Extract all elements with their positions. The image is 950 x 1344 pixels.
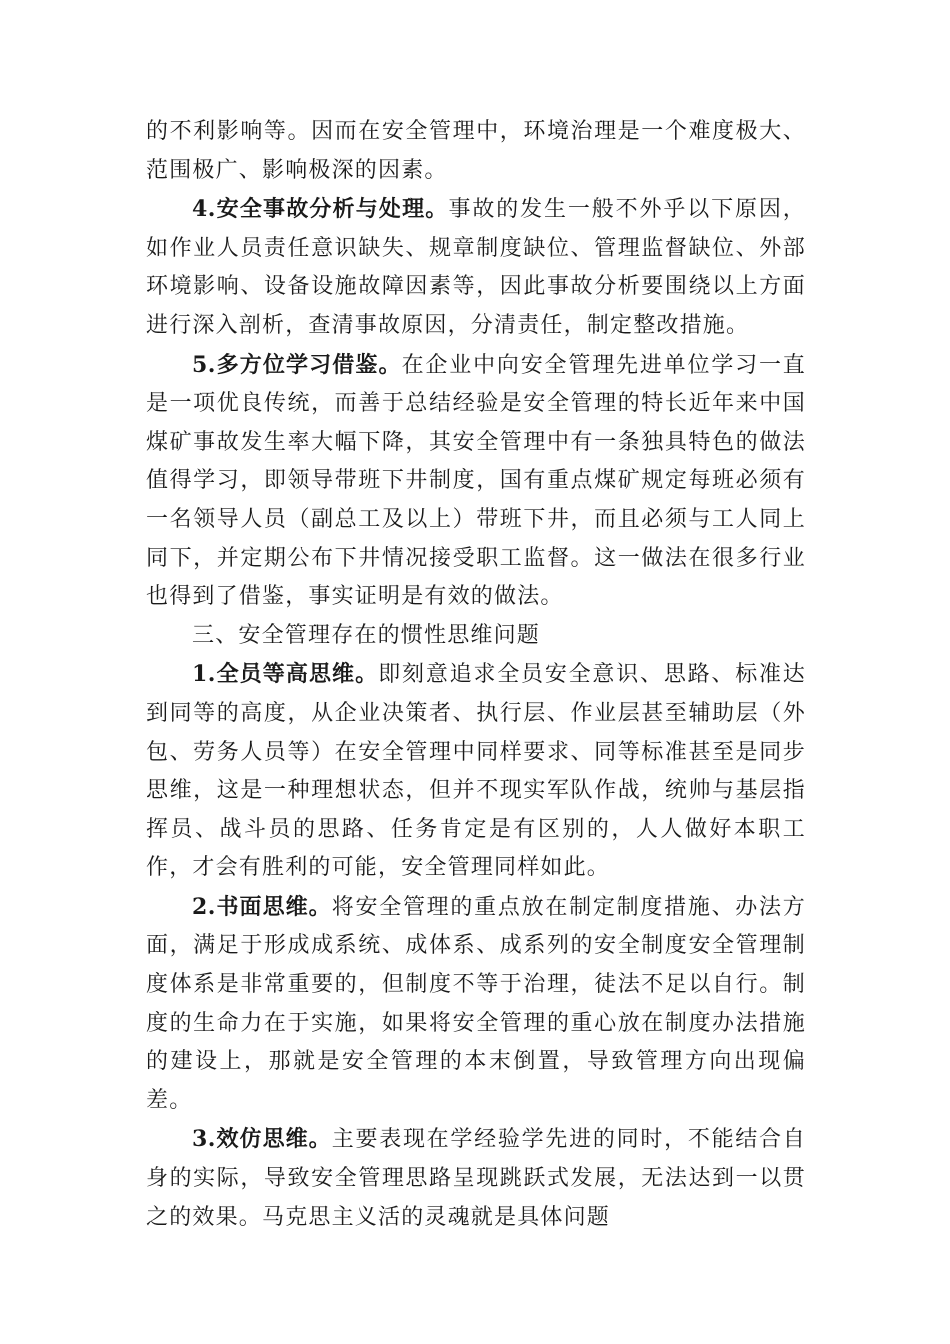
paragraph-text: 事故的发生一般不外乎以下原因，如作业人员责任意识缺失、规章制度缺位、管理监督缺位、外部环境影响、设备设施故障因素等，因此事故分析要围绕以上方面进行深入剖析，查清事故原因，分清责任，制定整改措施。	[146, 197, 806, 338]
section-heading-text: 三、安全管理存在的惯性思维问题	[192, 622, 541, 648]
paragraph-heading: 5.多方位学习借鉴。	[192, 351, 402, 378]
paragraph-text: 在企业中向安全管理先进单位学习一直是一项优良传统，而善于总结经验是安全管理的特长近年来中国煤矿事故发生率大幅下降，其安全管理中有一条独具特色的做法值得学习，即领导带班下井制度，国有重点煤矿规定每班必须有一名领导人员（副总工及以上）带班下井，而且必须与工人同上同下，并定期公布下井情况接受职工监督。这一做法在很多行业也得到了借鉴，事实证明是有效的做法。	[146, 352, 806, 610]
paragraph-text: 即刻意追求全员安全意识、思路、标准达到同等的高度，从企业决策者、执行层、作业层甚至辅助层（外包、劳务人员等）在安全管理中同样要求、同等标准甚至是同步思维，这是一种理想状态，但并不现实军队作战，统帅与基层指挥员、战斗员的思路、任务肯定是有区别的，人人做好本职工作，才会有胜利的可能，安全管理同样如此。	[146, 662, 806, 881]
paragraph-heading: 2.书面思维。	[192, 893, 332, 920]
paragraph-heading: 1.全员等高思维。	[192, 661, 379, 688]
paragraph-text: 将安全管理的重点放在制定制度措施、办法方面，满足于形成成系统、成体系、成系列的安全制度安全管理制度体系是非常重要的，但制度不等于治理，徒法不足以自行。制度的生命力在于实施，如果将安全管理的重心放在制度办法措施的建设上，那就是安全管理的本末倒置，导致管理方向出现偏差。	[146, 894, 806, 1113]
paragraph-written-thinking	[146, 888, 806, 1121]
paragraph-uniform-thinking	[146, 655, 806, 888]
paragraph-text: 主要表现在学经验学先进的同时，不能结合自身的实际，导致安全管理思路呈现跳跃式发展，无法达到一以贯之的效果。马克思主义活的灵魂就是具体问题	[146, 1127, 806, 1230]
paragraph-accident-analysis	[146, 190, 806, 345]
section-heading	[146, 617, 806, 656]
paragraph-imitation-thinking	[146, 1120, 806, 1237]
paragraph-environment-continued	[146, 113, 806, 190]
paragraph-heading: 4.安全事故分析与处理。	[192, 196, 449, 223]
paragraph-learning	[146, 346, 806, 617]
paragraph-text: 的不利影响等。因而在安全管理中，环境治理是一个难度极大、范围极广、影响极深的因素。	[146, 119, 806, 183]
paragraph-heading: 3.效仿思维。	[192, 1126, 332, 1153]
document-page	[146, 113, 806, 1237]
